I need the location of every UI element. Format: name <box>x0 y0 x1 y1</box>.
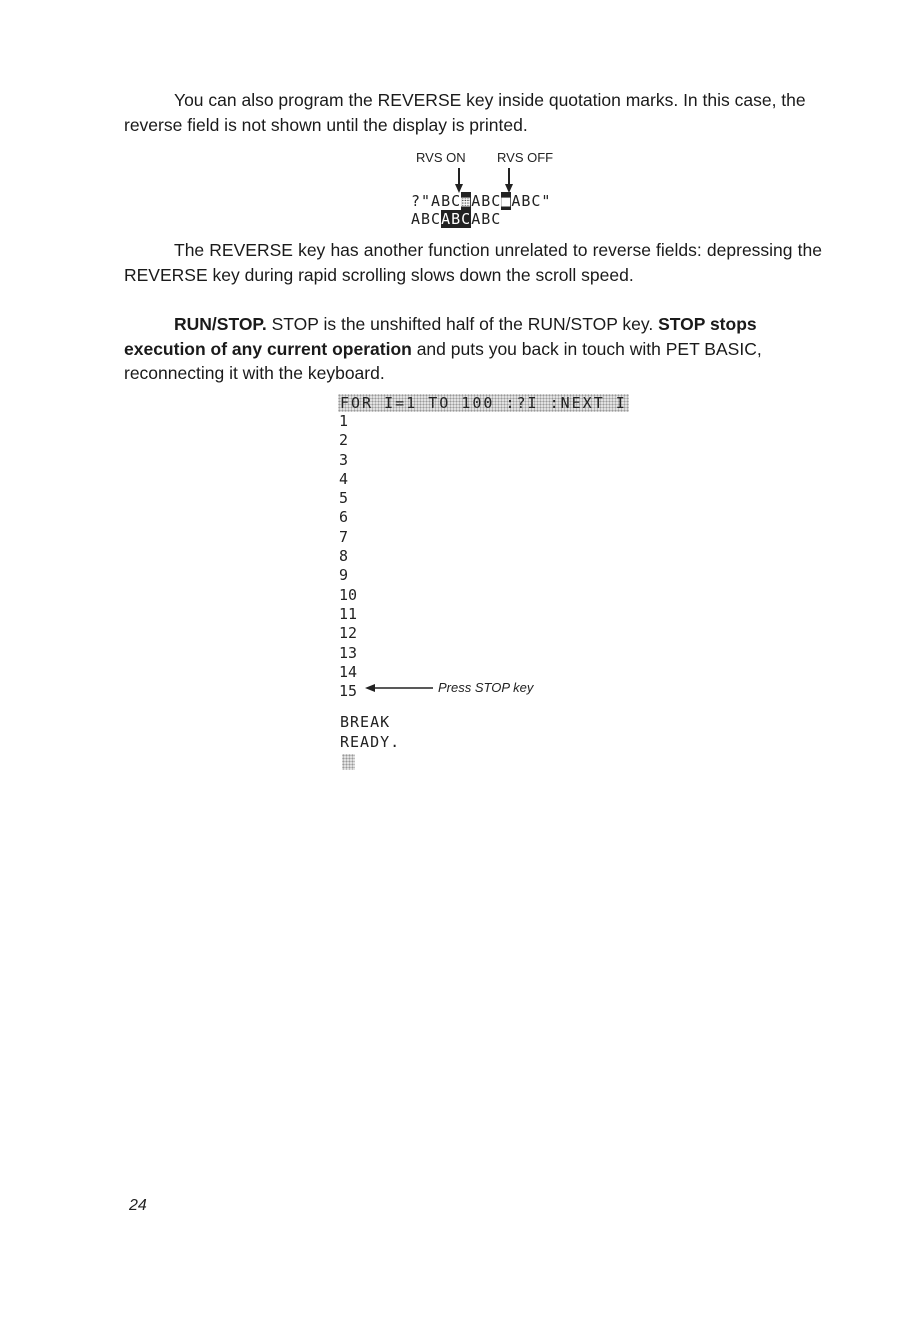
output-line: 13 <box>339 643 358 662</box>
output-line: 1 <box>339 412 349 430</box>
stop-emphasis: STOP stops execution of any current operation <box>124 314 757 359</box>
output-line: 10 <box>339 585 358 604</box>
output-line: 11 <box>339 604 358 623</box>
program-command-line: FOR I=1 TO 100 :?I :NEXT I <box>340 394 627 412</box>
break-message: BREAK <box>340 713 391 731</box>
run-stop-term: RUN/STOP. <box>174 314 267 334</box>
output-line: 7 <box>339 527 349 546</box>
output-line: 14 <box>339 662 358 681</box>
output-line: 3 <box>339 450 349 469</box>
output-line: 12 <box>339 624 358 643</box>
program-output-list <box>339 412 357 701</box>
rvs-off-symbol: ■ <box>501 192 512 210</box>
paragraph-reverse-scroll: The REVERSE key has another function unrelated to reverse fields: depressing the REVERSE key during rapid scrolling slows down the scroll speed. <box>124 240 822 285</box>
output-line: 9 <box>339 566 349 585</box>
press-stop-annotation: Press STOP key <box>438 680 534 695</box>
rvs-on-arrow-icon <box>452 168 466 194</box>
page-number: 24 <box>129 1197 147 1214</box>
paragraph-run-stop: RUN/STOP. STOP is the unshifted half of the RUN/STOP key. STOP stops execution of any current operation and puts you back in touch with PET BASIC, reconnecting it with the keyboard. <box>124 314 762 383</box>
quoted-reverse-line: ?"ABC▦ABC■ABC" <box>411 192 552 210</box>
output-line: 8 <box>339 547 349 566</box>
paragraph-reverse-quotes: You can also program the REVERSE key inside quotation marks. In this case, the reverse field is not shown until the display is printed. <box>124 90 806 135</box>
rvs-on-symbol: ▦ <box>461 192 472 210</box>
rvs-off-arrow-icon <box>502 168 516 194</box>
cursor-block <box>342 754 355 770</box>
output-line: 4 <box>339 469 349 488</box>
rvs-off-label: RVS OFF <box>497 150 554 165</box>
output-line: 2 <box>339 431 349 450</box>
reversed-text: ABC <box>441 210 472 228</box>
rvs-on-label: RVS ON <box>416 150 466 165</box>
output-line: 15 <box>339 682 358 701</box>
ready-prompt: READY. <box>340 733 401 751</box>
output-line: 5 <box>339 489 349 508</box>
press-stop-arrow-icon <box>365 682 435 694</box>
printed-reverse-line: ABCABCABC <box>411 210 502 228</box>
output-line: 6 <box>339 508 349 527</box>
